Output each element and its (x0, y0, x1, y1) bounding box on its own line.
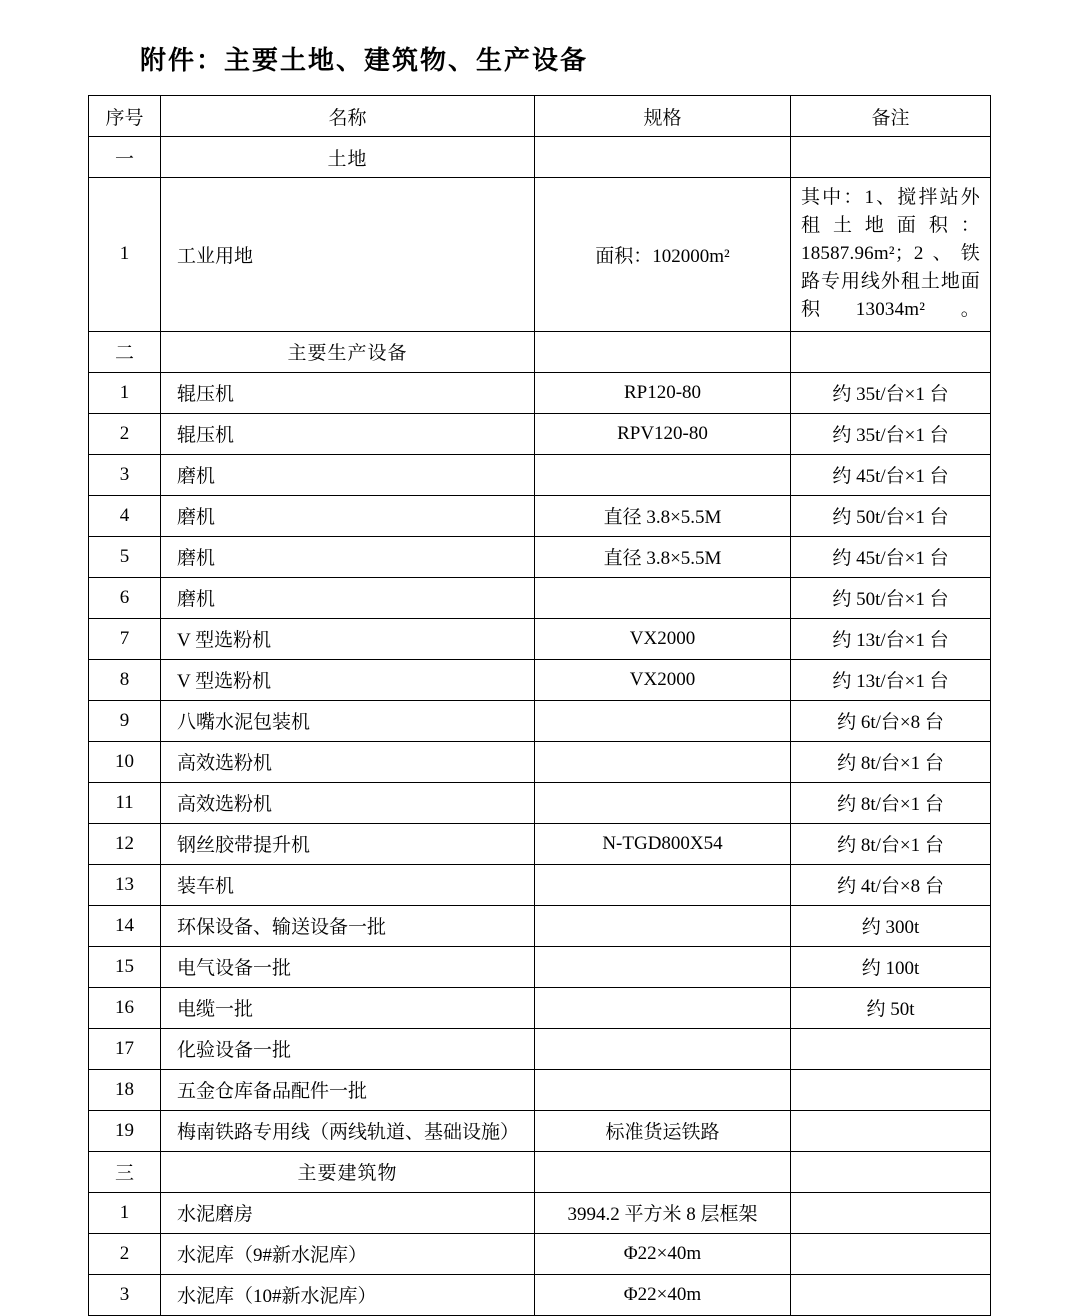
row-spec (535, 1151, 791, 1192)
row-note (791, 1192, 991, 1233)
row-name: 土地 (161, 137, 535, 178)
assets-table (88, 95, 991, 1316)
row-note: 约 8t/台×1 台 (791, 741, 991, 782)
row-note (791, 331, 991, 372)
row-note: 约 8t/台×1 台 (791, 782, 991, 823)
table-row (89, 495, 991, 536)
row-no: 3 (89, 454, 161, 495)
row-spec: VX2000 (535, 659, 791, 700)
row-spec (535, 454, 791, 495)
table-row (89, 454, 991, 495)
table-row (89, 1110, 991, 1151)
row-note (791, 1274, 991, 1315)
table-row (89, 659, 991, 700)
row-spec: 面积：102000m² (535, 178, 791, 332)
row-note (791, 1028, 991, 1069)
row-spec: N-TGD800X54 (535, 823, 791, 864)
row-note: 约 6t/台×8 台 (791, 700, 991, 741)
row-name: V 型选粉机 (161, 659, 535, 700)
table-row (89, 178, 991, 332)
row-note: 约 13t/台×1 台 (791, 618, 991, 659)
row-spec: Φ22×40m (535, 1274, 791, 1315)
row-note (791, 137, 991, 178)
row-no: 二 (89, 331, 161, 372)
row-no: 15 (89, 946, 161, 987)
row-name: 主要建筑物 (161, 1151, 535, 1192)
row-no: 2 (89, 413, 161, 454)
table-row (89, 618, 991, 659)
table-row (89, 823, 991, 864)
row-no: 1 (89, 372, 161, 413)
table-header-row (89, 96, 991, 137)
row-name: 高效选粉机 (161, 741, 535, 782)
row-name: 工业用地 (161, 178, 535, 332)
table-row (89, 331, 991, 372)
row-spec (535, 864, 791, 905)
row-note (791, 1233, 991, 1274)
row-spec (535, 1069, 791, 1110)
row-spec (535, 331, 791, 372)
row-note: 约 50t/台×1 台 (791, 495, 991, 536)
table-row (89, 137, 991, 178)
row-no: 8 (89, 659, 161, 700)
table-row (89, 782, 991, 823)
row-spec: RPV120-80 (535, 413, 791, 454)
row-no: 7 (89, 618, 161, 659)
row-no: 三 (89, 1151, 161, 1192)
page-title: 附件：主要土地、建筑物、生产设备 (140, 46, 589, 75)
row-note: 约 4t/台×8 台 (791, 864, 991, 905)
row-spec: VX2000 (535, 618, 791, 659)
row-no: 4 (89, 495, 161, 536)
row-spec: 3994.2 平方米 8 层框架 (535, 1192, 791, 1233)
row-spec: 直径 3.8×5.5M (535, 536, 791, 577)
row-note: 约 45t/台×1 台 (791, 536, 991, 577)
row-name: 装车机 (161, 864, 535, 905)
row-no: 6 (89, 577, 161, 618)
table-row (89, 946, 991, 987)
row-name: 高效选粉机 (161, 782, 535, 823)
column-header-note: 备注 (791, 96, 991, 137)
row-spec (535, 700, 791, 741)
row-name: 八嘴水泥包装机 (161, 700, 535, 741)
row-no: 2 (89, 1233, 161, 1274)
row-spec: Φ22×40m (535, 1233, 791, 1274)
table-row (89, 987, 991, 1028)
row-name: 辊压机 (161, 372, 535, 413)
row-note (791, 178, 991, 332)
row-name: 水泥库（10#新水泥库） (161, 1274, 535, 1315)
row-spec (535, 1028, 791, 1069)
table-row (89, 372, 991, 413)
row-note: 约 35t/台×1 台 (791, 372, 991, 413)
row-name: 辊压机 (161, 413, 535, 454)
row-spec (535, 137, 791, 178)
row-spec (535, 577, 791, 618)
row-spec: RP120-80 (535, 372, 791, 413)
row-no: 17 (89, 1028, 161, 1069)
row-no: 13 (89, 864, 161, 905)
row-name: 主要生产设备 (161, 331, 535, 372)
row-name: 磨机 (161, 577, 535, 618)
row-name: 水泥磨房 (161, 1192, 535, 1233)
row-spec: 直径 3.8×5.5M (535, 495, 791, 536)
row-name: 电缆一批 (161, 987, 535, 1028)
row-no: 19 (89, 1110, 161, 1151)
row-name: 化验设备一批 (161, 1028, 535, 1069)
table-row (89, 905, 991, 946)
row-note: 约 50t (791, 987, 991, 1028)
row-name: 水泥库（9#新水泥库） (161, 1233, 535, 1274)
table-row (89, 577, 991, 618)
row-name: 钢丝胶带提升机 (161, 823, 535, 864)
table-row (89, 1274, 991, 1315)
table-row (89, 1151, 991, 1192)
row-note: 约 100t (791, 946, 991, 987)
row-no: 1 (89, 178, 161, 332)
row-name: V 型选粉机 (161, 618, 535, 659)
row-spec (535, 782, 791, 823)
table-row (89, 741, 991, 782)
row-name: 电气设备一批 (161, 946, 535, 987)
table-row (89, 1233, 991, 1274)
row-no: 11 (89, 782, 161, 823)
row-note (791, 1069, 991, 1110)
row-no: 5 (89, 536, 161, 577)
row-no: 10 (89, 741, 161, 782)
row-name: 五金仓库备品配件一批 (161, 1069, 535, 1110)
row-note: 约 35t/台×1 台 (791, 413, 991, 454)
row-note: 约 8t/台×1 台 (791, 823, 991, 864)
row-no: 3 (89, 1274, 161, 1315)
table-row (89, 1069, 991, 1110)
column-header-spec: 规格 (535, 96, 791, 137)
row-no: 14 (89, 905, 161, 946)
row-note: 约 45t/台×1 台 (791, 454, 991, 495)
row-no: 16 (89, 987, 161, 1028)
row-spec (535, 741, 791, 782)
column-header-name: 名称 (161, 96, 535, 137)
row-note (791, 1110, 991, 1151)
table-row (89, 864, 991, 905)
row-no: 9 (89, 700, 161, 741)
row-spec (535, 905, 791, 946)
row-no: 一 (89, 137, 161, 178)
row-note: 约 13t/台×1 台 (791, 659, 991, 700)
table-row (89, 536, 991, 577)
row-name: 磨机 (161, 495, 535, 536)
row-name: 梅南铁路专用线（两线轨道、基础设施） (161, 1110, 535, 1151)
land-note-text: 其中：1、搅拌站外租土地面积：18587.96m²；2、铁路专用线外租土地面积13034m²。 (801, 187, 980, 321)
table-row (89, 700, 991, 741)
column-header-no: 序号 (89, 96, 161, 137)
row-note: 约 50t/台×1 台 (791, 577, 991, 618)
row-no: 18 (89, 1069, 161, 1110)
table-row (89, 413, 991, 454)
row-name: 磨机 (161, 536, 535, 577)
row-note (791, 1151, 991, 1192)
row-note: 约 300t (791, 905, 991, 946)
row-spec: 标准货运铁路 (535, 1110, 791, 1151)
table-body (89, 96, 991, 1316)
row-spec (535, 946, 791, 987)
row-spec (535, 987, 791, 1028)
table-row (89, 1192, 991, 1233)
row-no: 12 (89, 823, 161, 864)
row-no: 1 (89, 1192, 161, 1233)
table-row (89, 1028, 991, 1069)
row-name: 磨机 (161, 454, 535, 495)
row-name: 环保设备、输送设备一批 (161, 905, 535, 946)
